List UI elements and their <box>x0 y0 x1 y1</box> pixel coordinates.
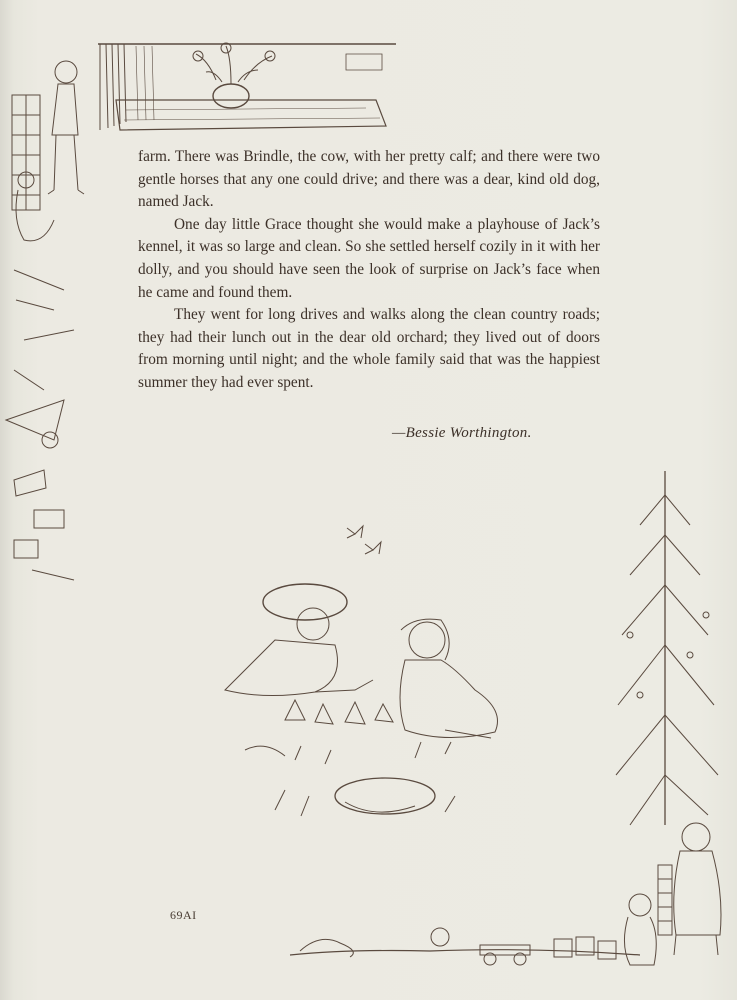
paragraph-3: They went for long drives and walks along the clean country roads; they had their lunch out in the dear old orchard; they lived out of doors from morning until night; and the whole family said that was the happiest summer they had ever spent. <box>138 306 600 391</box>
paragraph-1: farm. There was Brindle, the cow, with her pretty calf; and there were two gentle horses that any one could drive; and there was a dear, kind old dog, named Jack. <box>138 148 600 211</box>
author-signature: —Bessie Worthington. <box>392 425 532 441</box>
top-border-illustration <box>96 40 396 135</box>
center-illustration <box>205 520 515 840</box>
paragraph-2: One day little Grace thought she would make a playhouse of Jack’s kennel, it was so large and clean. So she settled herself cozily in it with her dolly, and you should have seen the look of surprise on Jack’s face when he came and found them. <box>138 215 600 301</box>
bottom-border-illustration <box>290 915 650 975</box>
left-border-illustration <box>4 40 104 600</box>
body-text <box>138 146 600 395</box>
folio-mark: 69AI <box>170 908 197 922</box>
right-border-illustration <box>610 465 730 970</box>
